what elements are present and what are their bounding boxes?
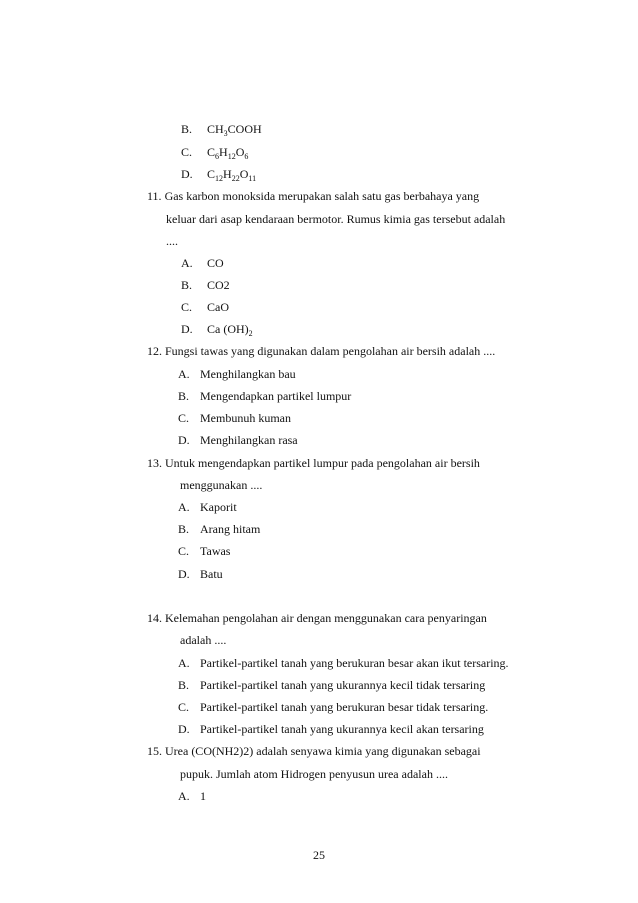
q12-number: 12. <box>147 344 162 358</box>
formula-c6h12o6: $C_6H_{12}O_6$ <box>207 145 249 161</box>
q11-option-b: B. CO2 <box>181 278 230 292</box>
q14-option-c: C. Partikel-partikel tanah yang berukuran besar tidak tersaring. <box>178 700 489 714</box>
q12-option-b: B. Mengendapkan partikel lumpur <box>178 389 352 403</box>
page-number: 25 <box>313 848 325 862</box>
q12-option-d: D. Menghilangkan rasa <box>178 433 298 447</box>
q13-option-d: D. Batu <box>178 567 223 581</box>
q14-line-1: 14. Kelemahan pengolahan air dengan menggunakan cara penyaringan <box>147 611 487 625</box>
q11-option-a: A. CO <box>181 256 224 270</box>
q14-number: 14. <box>147 611 162 625</box>
formula-ch3cooh: $CH_3COOH$ <box>207 122 262 138</box>
q12-option-c: C. Membunuh kuman <box>178 411 291 425</box>
q11-option-d: D. Ca $(OH)_2$ <box>181 322 253 338</box>
q14-option-a: A. Partikel-partikel tanah yang berukuran besar akan ikut tersaring. <box>178 656 509 670</box>
q11-option-c: C. CaO <box>181 300 229 314</box>
prev-option-b: B. $CH_3COOH$ <box>181 122 262 138</box>
q13-option-b: B. Arang hitam <box>178 522 261 536</box>
q14-option-d: D. Partikel-partikel tanah yang ukurannya kecil akan tersaring <box>178 722 484 736</box>
q15-number: 15. <box>147 744 162 758</box>
q14-option-b: B. Partikel-partikel tanah yang ukurannya kecil tidak tersaring <box>178 678 486 692</box>
q15-line-2: pupuk. Jumlah atom Hidrogen penyusun urea adalah .... <box>180 767 448 781</box>
q12-option-a: A. Menghilangkan bau <box>178 367 296 381</box>
q15-line-1: 15. Urea (CO(NH2)2) adalah senyawa kimia yang digunakan sebagai <box>147 744 481 758</box>
q13-line-2: menggunakan .... <box>180 478 263 492</box>
q13-number: 13. <box>147 456 162 470</box>
q11-number: 11. <box>147 189 162 203</box>
q11-line-2: keluar dari asap kendaraan bermotor. Rumus kimia gas tersebut adalah <box>166 212 506 226</box>
prev-option-d: D. $C_{12}H_{22}O_{11}$ <box>181 167 257 183</box>
q14-line-2: adalah .... <box>180 633 227 647</box>
q11-line-1: 11. Gas karbon monoksida merupakan salah satu gas berbahaya yang <box>147 189 480 203</box>
q13-line-1: 13. Untuk mengendapkan partikel lumpur pada pengolahan air bersih <box>147 456 480 470</box>
q11-line-3: .... <box>166 234 178 248</box>
formula-c12h22o11: $C_{12}H_{22}O_{11}$ <box>207 167 257 183</box>
prev-option-c: C. $C_6H_{12}O_6$ <box>181 145 249 161</box>
q12-line-1: 12. Fungsi tawas yang digunakan dalam pengolahan air bersih adalah .... <box>147 344 496 358</box>
q15-option-a: A. 1 <box>178 789 206 803</box>
q13-option-a: A. Kaporit <box>178 500 237 514</box>
q13-option-c: C. Tawas <box>178 544 231 558</box>
